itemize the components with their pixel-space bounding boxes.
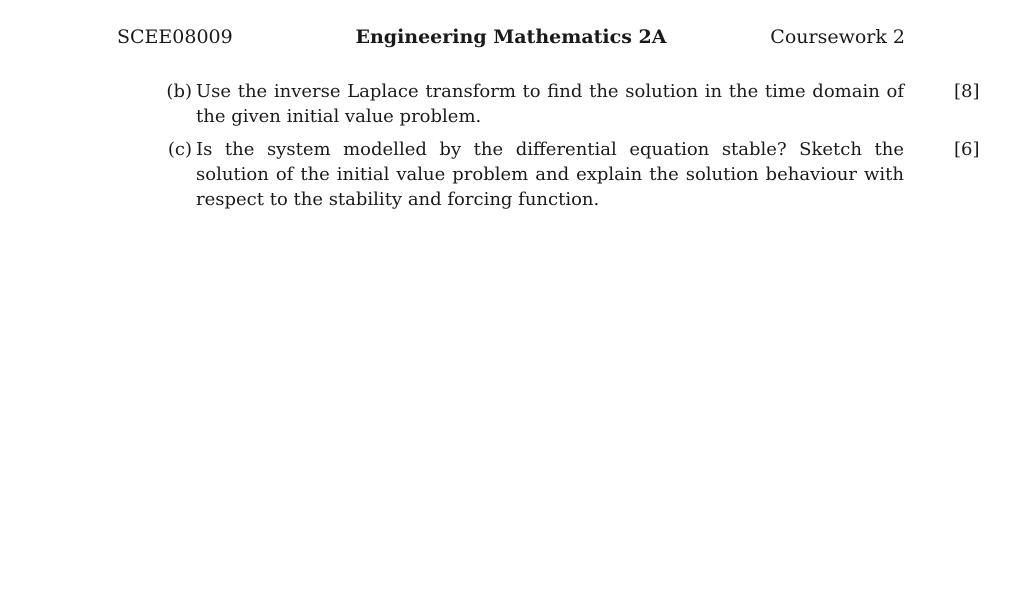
question-label: (c) bbox=[167, 139, 192, 160]
question-label: (b) bbox=[166, 81, 192, 102]
question-c bbox=[156, 137, 978, 212]
course-code: SCEE08009 bbox=[117, 26, 233, 48]
question-text: Use the inverse Laplace transform to find the solution in the time domain of the given initial value problem. bbox=[196, 81, 904, 127]
assignment-name: Coursework 2 bbox=[770, 26, 905, 48]
question-b bbox=[156, 79, 978, 129]
page-header bbox=[117, 24, 905, 50]
question-marks: [8] bbox=[954, 81, 980, 102]
course-title: Engineering Mathematics 2A bbox=[355, 26, 667, 48]
question-text: Is the system modelled by the differential equation stable? Sketch the solution of the initial value problem and explain the solution behaviour with respect to the stability and forcing function. bbox=[196, 139, 904, 210]
question-marks: [6] bbox=[954, 139, 980, 160]
